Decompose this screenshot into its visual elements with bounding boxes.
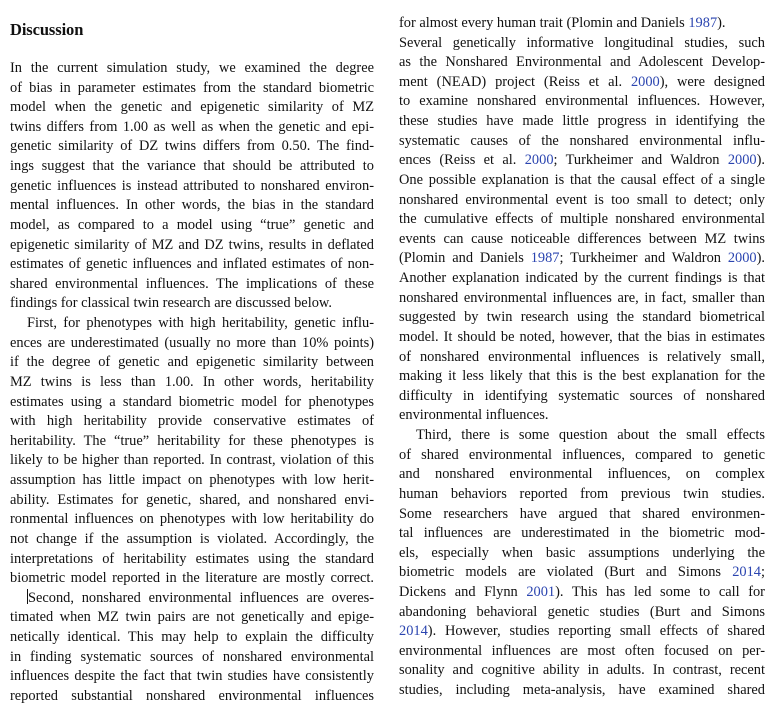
text-segment: ment (NEAD) project (Reiss et al.: [399, 73, 631, 90]
text-segment: ences (Reiss et al.: [399, 152, 525, 169]
text-segment: suggested by twin research using the standard biometrical: [399, 309, 765, 326]
text-segment: reported substantial nonshared environmental influences: [10, 687, 374, 704]
text-line: [399, 230, 765, 250]
text-line: [399, 446, 765, 466]
text-segment: of nonshared environmental influences is relatively small,: [399, 348, 765, 365]
text-line: [10, 157, 374, 177]
text-segment: influences despite the fact that twin studies have consistently: [10, 668, 374, 685]
text-segment: systematic causes of the nonshared environmental influ-: [399, 132, 765, 149]
text-line: [399, 34, 765, 54]
text-segment: shared environmental influences. The implications of these: [10, 275, 374, 292]
text-segment: ), were designed: [659, 73, 765, 90]
text-line: [10, 59, 374, 79]
text-line: [10, 393, 374, 413]
text-line: [10, 687, 374, 707]
text-segment: nonshared environmental influences are, in fact, smaller than: [399, 289, 765, 306]
text-line: [10, 432, 374, 452]
text-segment: these studies have made little progress in identifying the: [399, 113, 765, 130]
text-segment: the cumulative effects of multiple nonshared environmental: [399, 211, 765, 228]
text-segment: ).: [756, 152, 765, 169]
text-segment: model, as compared to a model using “true” genetic and: [10, 216, 374, 233]
text-segment: sonality and cognitive ability in adults. In contrast, recent: [399, 662, 765, 679]
text-line: [10, 589, 374, 609]
text-segment: First, for phenotypes with high heritability, genetic influ-: [27, 315, 374, 332]
citation-link[interactable]: 1987: [688, 15, 718, 31]
text-segment: MZ twins is less than 1.00. In other words, heritability: [10, 373, 374, 390]
text-segment: model. It should be noted, however, that the bias in estimates: [399, 328, 765, 345]
text-segment: studies, including meta-analysis, have examined shared: [399, 682, 765, 699]
text-line: [10, 353, 374, 373]
text-line: [10, 491, 374, 511]
text-segment: findings for classical twin research are discussed below.: [10, 295, 332, 312]
text-line: [399, 289, 765, 309]
text-segment: of bias in parameter estimates from the standard biometric: [10, 79, 374, 96]
text-line: [10, 79, 374, 99]
text-line: [399, 367, 765, 387]
text-segment: ability. Estimates for genetic, shared, and nonshared envi-: [10, 491, 374, 508]
text-line: [399, 269, 765, 289]
text-line: [10, 314, 374, 334]
text-line: [399, 151, 765, 171]
text-segment: ; Turkheimer and Waldron: [559, 250, 728, 267]
text-segment: if the degree of genetic and epigenetic similarity between: [10, 354, 374, 371]
text-segment: heritability. The “true” heritability for these phenotypes is: [10, 432, 374, 449]
text-line: [10, 510, 374, 530]
text-segment: estimates of genetic influences and inflated estimates of non-: [10, 256, 374, 273]
citation-link[interactable]: 2014: [399, 623, 428, 640]
text-line: [399, 191, 765, 211]
text-segment: biometric model reported in the literature are mostly correct.: [10, 570, 374, 587]
text-segment: epigenetic similarity of MZ and DZ twins, results in deflated: [10, 236, 374, 253]
text-segment: events can cause noticeable differences between MZ twins: [399, 230, 765, 247]
text-line: [399, 348, 765, 368]
text-segment: In the current simulation study, we examined the degree: [10, 60, 374, 76]
text-line: [399, 544, 765, 564]
text-segment: for almost every human trait (Plomin and Daniels: [399, 15, 689, 31]
text-segment: ). This has led some to call for: [555, 583, 765, 600]
text-line: [10, 667, 374, 687]
text-segment: genetic influences is instead attributed to nonshared environ-: [10, 177, 374, 194]
text-line: [10, 255, 374, 275]
citation-link[interactable]: 2000: [727, 152, 757, 169]
text-segment: twins differs from 1.00 as well as when the genetic and epi-: [10, 118, 374, 135]
text-line: [399, 387, 765, 407]
text-line: [10, 118, 374, 138]
text-line: [10, 628, 374, 648]
citation-link[interactable]: 2000: [727, 250, 757, 267]
citation-link[interactable]: 2000: [524, 152, 554, 169]
text-segment: interpretations of heritability estimates using the standard: [10, 550, 374, 567]
text-segment: ronmental influences on phenotypes with low heritability do: [10, 511, 374, 528]
text-segment: ).: [717, 15, 726, 31]
text-segment: ings suggest that the variance that should be attributed to: [10, 158, 374, 175]
text-line: [399, 603, 765, 623]
text-line: [10, 334, 374, 354]
text-segment: Another explanation indicated by the current findings is that: [399, 270, 765, 287]
text-segment: environmental influences are most often focused on per-: [399, 642, 765, 659]
text-line: [10, 451, 374, 471]
text-line: [10, 216, 374, 236]
text-line: [399, 583, 765, 603]
text-line: [10, 648, 374, 668]
text-segment: (Plomin and Daniels: [399, 250, 531, 267]
text-line: [10, 275, 374, 295]
text-line: [399, 505, 765, 525]
text-line: [399, 249, 765, 269]
text-segment: difficulty in identifying systematic sources of nonshared: [399, 387, 765, 404]
text-line: [399, 642, 765, 662]
text-segment: ).: [756, 250, 766, 267]
text-line: [399, 132, 765, 152]
text-line: [10, 177, 374, 197]
text-line: [10, 137, 374, 157]
text-segment: Several genetically informative longitudinal studies, such: [399, 34, 765, 51]
text-segment: els, especially when basic assumptions underlying the: [399, 544, 765, 561]
text-segment: timated when MZ twin pairs are not genetically and epige-: [10, 609, 374, 626]
text-line: [399, 426, 765, 446]
text-segment: nonshared environmental event is too small to detect; only: [399, 191, 765, 208]
citation-link[interactable]: 2014: [732, 564, 761, 581]
citation-link[interactable]: 2001: [526, 583, 556, 600]
text-line: [10, 471, 374, 491]
text-segment: estimates using a standard biometric model for phenotypes: [10, 393, 374, 410]
text-line: [10, 569, 374, 589]
text-line: [399, 73, 765, 93]
text-segment: not change if the assumption is violated. Accordingly, the: [10, 530, 374, 547]
text-line: [399, 681, 765, 701]
text-segment: Third, there is some question about the small effects: [416, 427, 765, 444]
text-segment: genetic similarity of DZ twins differs from 0.50. The find-: [10, 138, 374, 155]
text-segment: with high heritability provide conservative estimates of: [10, 413, 374, 430]
text-segment: mental influences. In other words, the bias in the standard: [10, 197, 374, 214]
text-segment: Dickens and Flynn: [399, 583, 527, 600]
text-line: [10, 236, 374, 256]
text-segment: assumption has little impact on phenotypes with low herit-: [10, 472, 374, 489]
text-segment: ; Turkheimer and Waldron: [553, 152, 728, 169]
text-line: [399, 14, 765, 34]
text-line: [399, 328, 765, 348]
text-segment: to examine nonshared environmental influences. However,: [399, 93, 765, 110]
text-line: [399, 563, 765, 583]
text-line: [10, 412, 374, 432]
text-line: [399, 406, 765, 426]
text-line: [10, 196, 374, 216]
text-segment: biometric models are violated (Burt and Simons: [399, 564, 733, 581]
text-segment: Some researchers have argued that shared environmen-: [399, 505, 765, 522]
text-segment: ). However, studies reporting small effects of shared: [427, 623, 765, 640]
text-segment: as the Nonshared Environmental and Adolescent Develop-: [399, 54, 765, 71]
text-line: [399, 112, 765, 132]
text-segment: in finding systematic sources of nonshared environmental: [10, 648, 374, 665]
text-line: [10, 373, 374, 393]
text-segment: likely to be higher than reported. In contrast, violation of this: [10, 452, 374, 469]
text-line: [399, 308, 765, 328]
text-segment: making it less likely that this is the best explanation for the: [399, 368, 765, 385]
text-line: [10, 294, 374, 314]
text-line: [399, 622, 765, 642]
text-segment: ences are underestimated (usually no more than 10% points): [10, 334, 374, 351]
text-segment: of shared environmental influences, compared to genetic: [399, 446, 765, 463]
text-segment: tal influences are underestimated in the biometric mod-: [399, 525, 765, 542]
text-segment: environmental influences.: [399, 407, 549, 424]
text-line: [10, 550, 374, 570]
text-segment: ;: [761, 564, 765, 581]
text-segment: and nonshared environmental influences, on complex: [399, 466, 765, 483]
text-line: [399, 171, 765, 191]
citation-link[interactable]: 2000: [630, 73, 660, 90]
section-heading: Discussion: [10, 20, 84, 39]
text-segment: abandoning behavioral genetic studies (Burt and Simons: [399, 603, 765, 620]
text-line: [399, 53, 765, 73]
text-line: [399, 92, 765, 112]
text-line: [10, 530, 374, 550]
text-line: [10, 608, 374, 628]
text-line: [10, 98, 374, 118]
text-segment: netically identical. This may help to explain the difficulty: [10, 628, 374, 645]
text-segment: One possible explanation is that the causal effect of a single: [399, 171, 765, 188]
text-segment: human behaviors reported from previous twin studies.: [399, 485, 765, 502]
citation-link[interactable]: 1987: [530, 250, 560, 267]
text-line: [399, 485, 765, 505]
text-line: [399, 661, 765, 681]
text-segment: Second, nonshared environmental influences are overes-: [28, 589, 374, 606]
text-line: [399, 524, 765, 544]
text-line: [399, 210, 765, 230]
text-segment: model when the genetic and epigenetic similarity of MZ: [10, 99, 374, 116]
text-line: [399, 465, 765, 485]
